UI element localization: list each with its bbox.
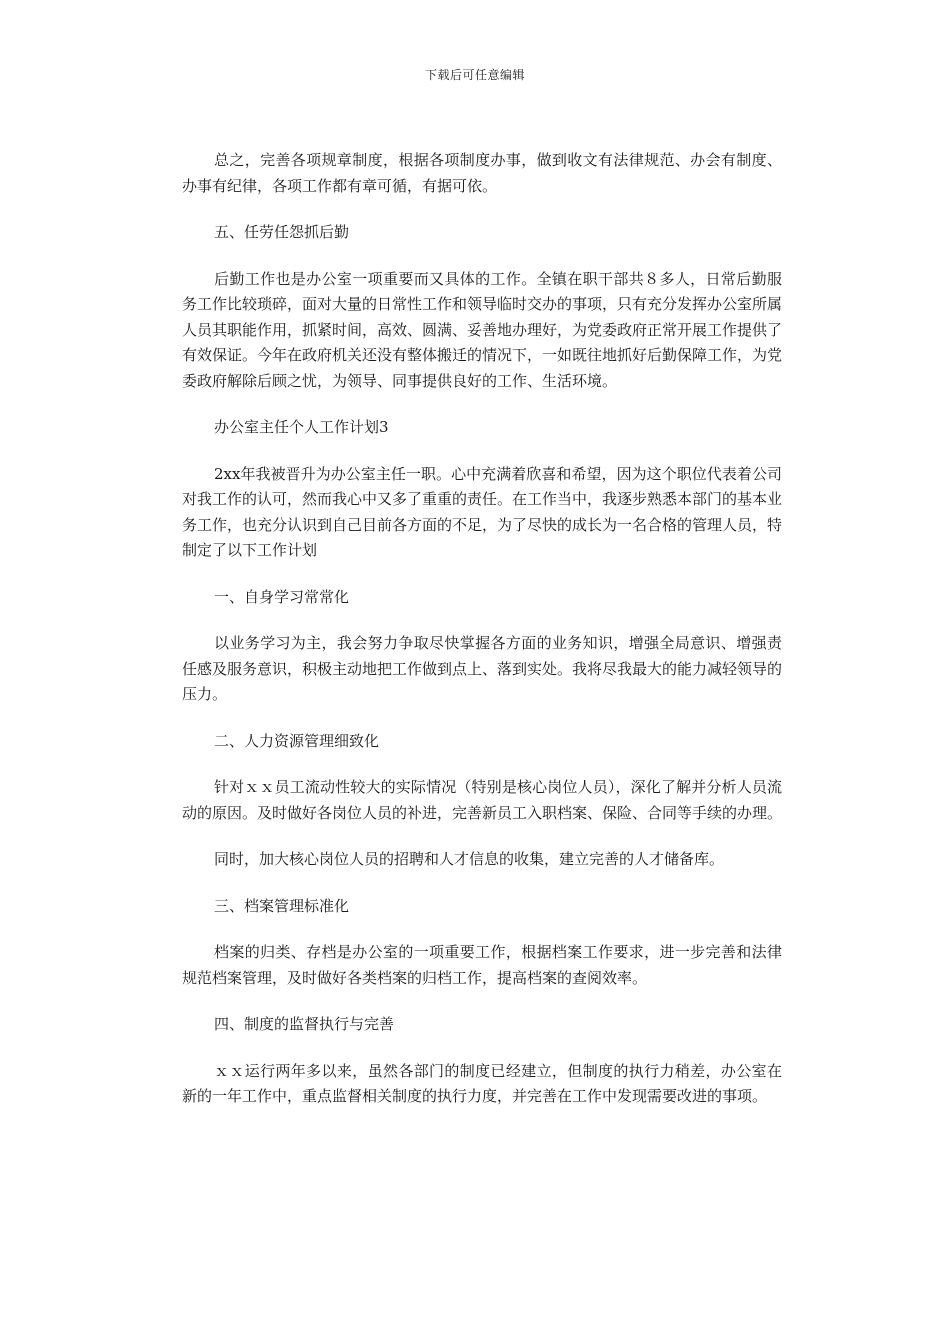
document-body [182, 148, 782, 1110]
section-heading-self-study: 一、自身学习常常化 [214, 587, 350, 606]
document-subtitle: 办公室主任个人工作计划3 [214, 418, 389, 436]
paragraph-logistics: 后勤工作也是办公室一项重要而又具体的工作。全镇在职干部共８多人，日常后勤服务工作比较琐碎，面对大量的日常性工作和领导临时交办的事项，只有充分发挥办公室所属人员其职能作用，抓紧时间，高效、圆满、妥善地办理好，为党委政府正常开展工作提供了有效保证。今年在政府机关还没有整体搬迁的情况下，一如既往地抓好后勤保障工作，为党委政府解除后顾之忧，为领导、同事提供良好的工作、生活环境。 [182, 269, 783, 390]
section-heading-archives: 三、档案管理标准化 [214, 896, 350, 915]
page-header-note: 下载后可任意编辑 [424, 68, 525, 82]
section-heading-logistics: 五、任劳任怨抓后勤 [214, 223, 350, 241]
paragraph-archives: 档案的归类、存档是办公室的一项重要工作，根据档案工作要求，进一步完善和法律规范档案管理，及时做好各类档案的归档工作，提高档案的查阅效率。 [182, 943, 782, 987]
section-heading-regulations: 四、制度的监督执行与完善 [214, 1015, 395, 1033]
paragraph-hr-talent: 同时，加大核心岗位人员的招聘和人才信息的收集，建立完善的人才储备库。 [214, 850, 725, 868]
section-heading-hr: 二、人力资源管理细致化 [214, 731, 380, 750]
paragraph-regulations: ｘｘ运行两年多以来，虽然各部门的制度已经建立，但制度的执行力稍差，办公室在新的一年工作中，重点监督相关制度的执行力度，并完善在工作中发现需要改进的事项。 [182, 1061, 782, 1105]
paragraph-intro: 2xx年我被晋升为办公室主任一职。心中充满着欣喜和希望，因为这个职位代表着公司对我工作的认可，然而我心中又多了重重的责任。在工作当中，我逐步熟悉本部门的基本业务工作，也充分认识到自己目前各方面的不足，为了尽快的成长为一名合格的管理人员，特制定了以下工作计划 [182, 464, 783, 559]
paragraph-summary: 总之，完善各项规章制度，根据各项制度办事，做到收文有法律规范、办会有制度、办事有纪律，各项工作都有章可循，有据可依。 [182, 151, 782, 195]
paragraph-hr: 针对ｘｘ员工流动性较大的实际情况（特别是核心岗位人员），深化了解并分析人员流动的原因。及时做好各岗位人员的补进，完善新员工入职档案、保险、合同等手续的办理。 [182, 778, 783, 822]
paragraph-self-study: 以业务学习为主，我会努力争取尽快掌握各方面的业务知识，增强全局意识、增强责任感及服务意识，积极主动地把工作做到点上、落到实处。我将尽我最大的能力减轻领导的压力。 [182, 634, 783, 703]
